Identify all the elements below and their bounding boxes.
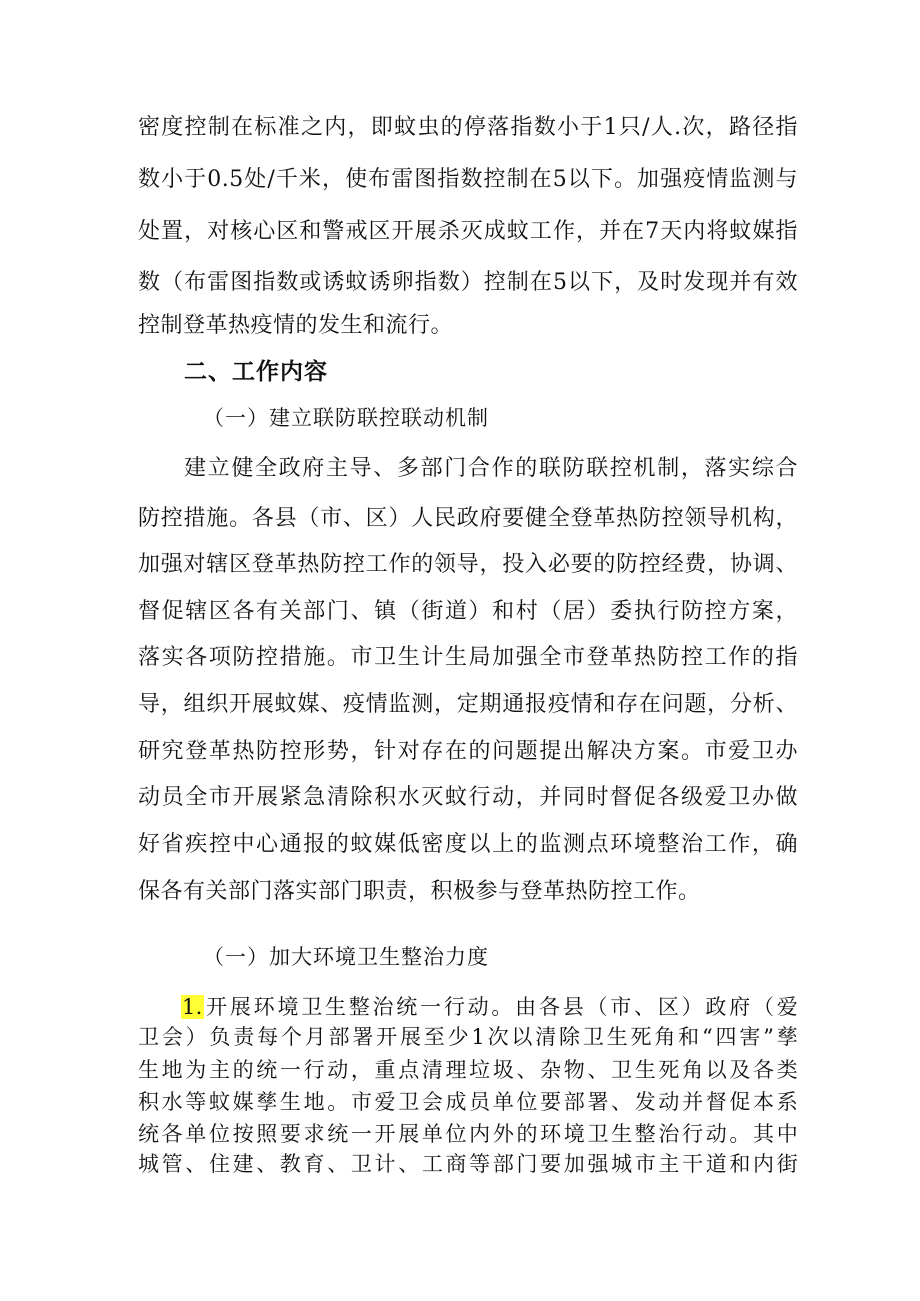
para2-line-5: 统各单位按照要求统一开展单位内外的环境卫生整治行动。其中 [138, 1122, 798, 1146]
para2-line-2: 卫会）负责每个月部署开展至少1次以清除卫生死角和“四害”孳 [138, 1025, 798, 1049]
para1-line-2: 防控措施。各县（市、区）人民政府要健全登革热防控领导机构， [138, 506, 798, 531]
para2-line-4: 积水等蚊媒孳生地。市爱卫会成员单位要部署、发动并督促本系 [138, 1090, 798, 1114]
para1-line-10: 保各有关部门落实部门职责，积极参与登革热防控工作。 [138, 879, 701, 904]
intro-line-1: 密度控制在标准之内，即蚊虫的停落指数小于1只/人.次，路径指 [138, 115, 798, 140]
intro-line-2: 数小于0.5处/千米，使布雷图指数控制在5以下。加强疫情监测与 [138, 167, 798, 192]
para2-line-3: 生地为主的统一行动，重点清理垃圾、杂物、卫生死角以及各类 [138, 1058, 798, 1082]
para2-line-1 [181, 993, 798, 1021]
para2-line-1-text: 开展环境卫生整治统一行动。由各县（市、区）政府（爱 [203, 995, 798, 1019]
para1-line-4: 督促辖区各有关部门、镇（街道）和村（居）委执行防控方案， [138, 599, 798, 624]
subsection-heading-1: （一）建立联防联控联动机制 [203, 406, 489, 430]
intro-line-3: 处置，对核心区和警戒区开展杀灭成蚊工作，并在7天内将蚊媒指 [138, 219, 798, 244]
section-heading: 二、工作内容 [184, 359, 328, 385]
para1-line-9: 好省疾控中心通报的蚊媒低密度以上的监测点环境整治工作，确 [138, 832, 798, 857]
intro-line-5: 控制登革热疫情的发生和流行。 [138, 313, 454, 338]
para1-line-7: 研究登革热防控形势，针对存在的问题提出解决方案。市爱卫办 [138, 739, 798, 764]
para1-line-3: 加强对辖区登革热防控工作的领导，投入必要的防控经费，协调、 [138, 552, 798, 577]
highlighted-item-number: 1. [182, 995, 203, 1019]
para2-line-6: 城管、住建、教育、卫计、工商等部门要加强城市主干道和内街 [138, 1152, 798, 1176]
subsection-heading-2: （一）加大环境卫生整治力度 [203, 945, 489, 969]
para1-line-5: 落实各项防控措施。市卫生计生局加强全市登革热防控工作的指 [138, 645, 798, 670]
para1-line-8: 动员全市开展紧急清除积水灭蚊行动，并同时督促各级爱卫办做 [138, 785, 798, 810]
para1-line-1: 建立健全政府主导、多部门合作的联防联控机制，落实综合 [184, 456, 798, 481]
intro-line-4: 数（布雷图指数或诱蚊诱卵指数）控制在5以下，及时发现并有效 [138, 270, 798, 295]
para1-line-6: 导，组织开展蚊媒、疫情监测，定期通报疫情和存在问题，分析、 [138, 692, 798, 717]
